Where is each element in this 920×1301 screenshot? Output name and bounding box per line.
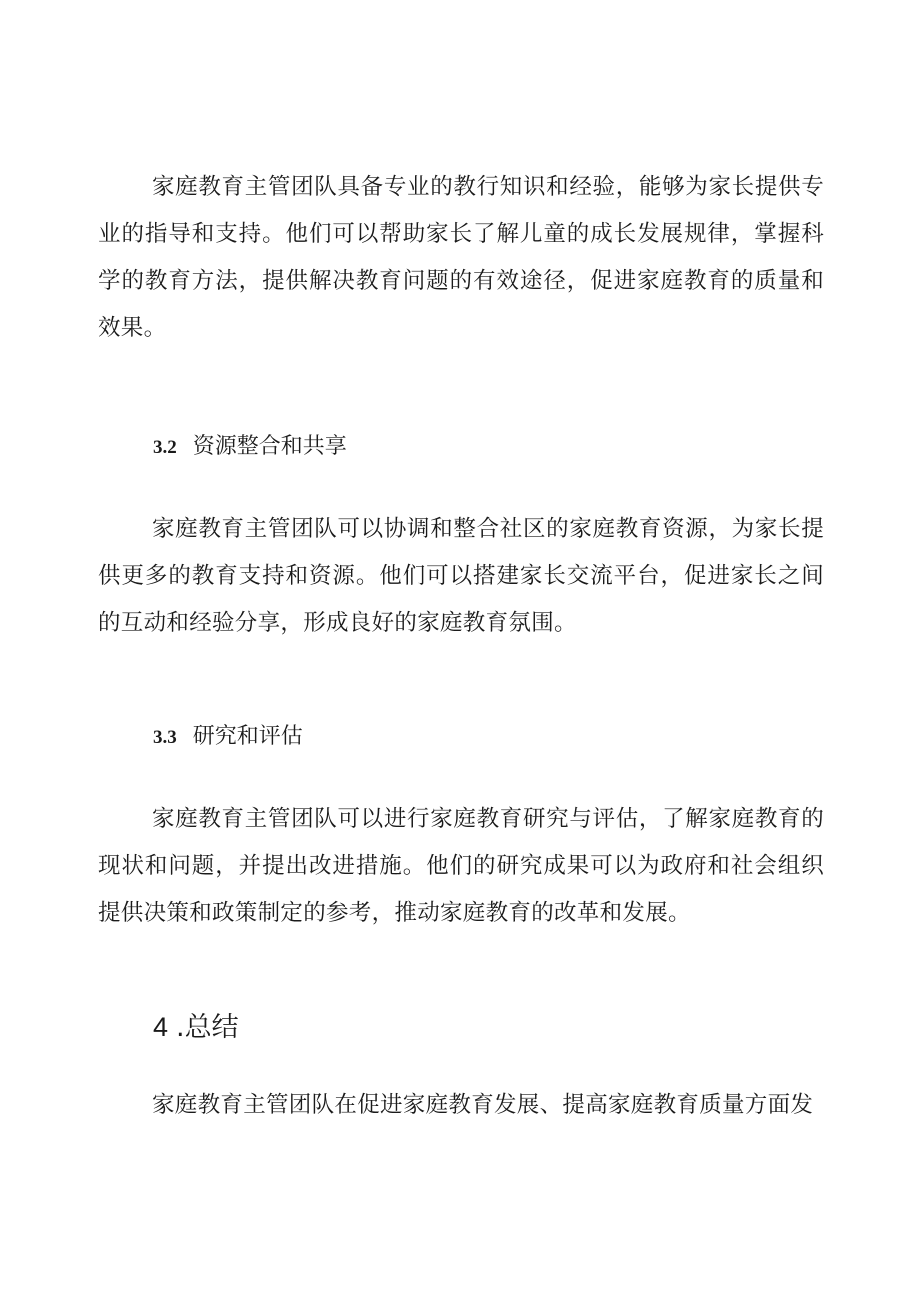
paragraph-professional-guidance: 家庭教育主管团队具备专业的教行知识和经验，能够为家长提供专业的指导和支持。他们可以帮助家长了解儿童的成长发展规律，掌握科学的教育方法，提供解决教育问题的有效途径，促进家庭教育的质量和效果。 [98, 174, 824, 341]
section-heading-4-summary [153, 1010, 239, 1045]
section-number: 3.2 [153, 437, 177, 458]
paragraph-summary: 家庭教育主管团队在促进家庭教育发展、提高家庭教育质量方面发 [152, 1092, 814, 1118]
section-number: 3.3 [153, 727, 177, 748]
section-heading-3-2 [153, 432, 347, 463]
section-title: .总结 [176, 1012, 239, 1043]
section-title: 资源整合和共享 [192, 434, 347, 459]
paragraph-research-evaluation: 家庭教育主管团队可以进行家庭教育研究与评估，了解家庭教育的现状和问题，并提出改进措施。他们的研究成果可以为政府和社会组织提供决策和政策制定的参考，推动家庭教育的改革和发展。 [98, 806, 824, 926]
paragraph-resource-integration: 家庭教育主管团队可以协调和整合社区的家庭教育资源，为家长提供更多的教育支持和资源。他们可以搭建家长交流平台，促进家长之间的互动和经验分享，形成良好的家庭教育氛围。 [98, 516, 824, 636]
section-number: 4 [153, 1012, 169, 1042]
section-title: 研究和评估 [192, 724, 303, 749]
section-heading-3-3 [153, 722, 303, 753]
